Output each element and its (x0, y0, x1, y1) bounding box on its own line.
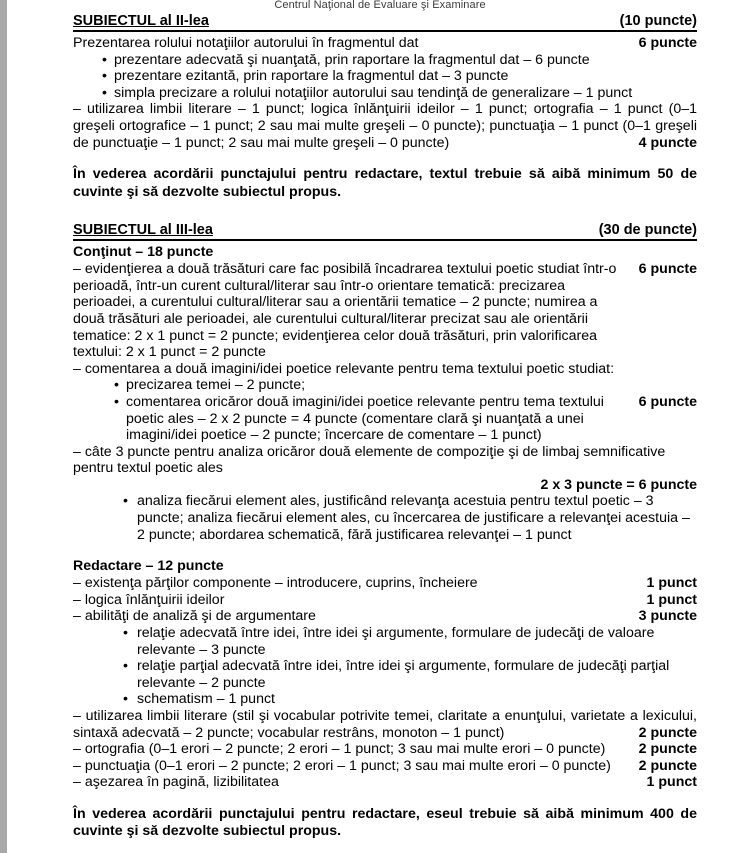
subject-two-total-points: (10 puncte) (619, 13, 697, 29)
scan-edge-left (0, 0, 7, 853)
content-item-1-points: 6 puncte (638, 261, 697, 278)
content-item-1-row (73, 261, 697, 361)
subject-three-heading (73, 222, 697, 241)
final-row (73, 774, 697, 791)
subject-two-redaction-row-3 (73, 135, 697, 152)
final-row-text: – aşezarea în pagină, lizibilitatea (73, 774, 279, 791)
subject-three-total-points: (30 de puncte) (598, 222, 697, 239)
argument-bullets (73, 625, 697, 708)
document-content (7, 13, 753, 841)
list-item: • prezentare ezitantă, prin raportare la fragmentul dat – 3 puncte (73, 68, 697, 85)
subject-two-note (73, 166, 697, 201)
language-line-2: sintaxă adecvată – 2 puncte; vocabular restrâns, monoton – 1 punct) (73, 724, 505, 741)
final-row-text: – ortografia (0–1 erori – 2 puncte; 2 erori – 1 punct; 3 sau mai multe erori – 0 puncte) (73, 741, 606, 758)
redaction-row (73, 575, 697, 592)
subject-two-task: Prezentarea rolului notaţiilor autorului în fragmentul dat (73, 35, 419, 51)
redaction-row (73, 608, 697, 625)
final-row (73, 758, 697, 775)
list-item: • simpla precizare a rolului notaţiilor autorului sau tendinţă de generalizare – 1 punct (73, 85, 697, 102)
language-points: 2 puncte (638, 724, 697, 741)
redaction-row-points: 1 punct (646, 591, 697, 608)
content-item-2-bullets (73, 377, 697, 443)
redaction-row-points: 3 puncte (638, 608, 697, 625)
content-section-heading: Conţinut – 18 puncte (73, 244, 214, 261)
redaction-row-text: – abilităţi de analiză şi de argumentare (73, 608, 316, 625)
content-item-3-bullets (73, 493, 697, 543)
list-item: • analiza fiecărui element ales, justificând relevanţa acestuia pentru textul poetic – 3 puncte; analiza fiecărui element ales, cu încercarea de justificare a relevanţei acestuia – 2 puncte; abordarea schematică, fără justificarea relevanţei – 1 punct (73, 493, 697, 543)
language-line-1: – utilizarea limbii literare (stil şi vocabular potrivite temei, claritate a enunţului, varietate a lexicului, (73, 708, 697, 724)
content-item-3-points: 2 x 3 puncte = 6 puncte (540, 476, 697, 493)
subject-three-title: SUBIECTUL al III-lea (73, 222, 213, 239)
redaction-row-points: 1 punct (646, 575, 697, 592)
subject-two-note-line-2: cuvinte şi să dezvolte subiectul propus. (73, 183, 342, 200)
list-item: • prezentare adecvată şi nuanţată, prin raportare la fragmentul dat – 6 puncte (73, 52, 697, 69)
subject-three-note-line-2: cuvinte şi să dezvolte subiectul propus. (73, 823, 342, 840)
list-item: • relaţie parţial adecvată între idei, între idei şi argumente, formulare de judecăţi parţial relevante – 2 puncte (73, 658, 697, 691)
document-page (7, 0, 753, 853)
list-item (73, 394, 697, 444)
subject-two-task-points: 6 puncte (638, 35, 697, 51)
content-item-2-points: 6 puncte (638, 393, 697, 410)
content-item-3-row (73, 444, 697, 477)
list-item: • schematism – 1 punct (73, 691, 697, 708)
content-item-1-text: – evidenţierea a două trăsături care fac posibilă încadrarea textului poetic studiat într-o perioadă, într-un curent cultural/literar sau într-o orientare tematică: precizarea perioadei, a curentului cultural/literar sau a orientării tematice – 2 puncte; numirea a două trăsături ale perioadei, ale curentului cultural/literar precizat sau ale orientării tematice: 2 x 1 punct = 2 puncte; evidenţierea celor două trăsături, prin valorificarea textului: 2 x 1 punct = 2 puncte (73, 261, 617, 361)
language-row-2 (73, 725, 697, 742)
subject-two-criteria-list (73, 52, 697, 102)
final-row (73, 741, 697, 758)
list-item: • precizarea temei – 2 puncte; (73, 377, 697, 394)
content-item-3-text: – câte 3 puncte pentru analiza oricăror două elemente de compoziţie şi de limbaj semnificative pentru textul poetic ales (73, 443, 666, 477)
list-item-text: • comentarea oricăror două imagini/idei poetice relevante pentru tema textului poetic ales – 2 x 2 puncte = 4 puncte (comentare clară şi nuanţată a unei imagini/idei poetice – 2 puncte; încercare de comentare – 1 punct) (126, 393, 604, 444)
subject-two-title: SUBIECTUL al II-lea (73, 13, 209, 29)
final-row-points: 1 punct (646, 774, 697, 791)
redaction-row-text: – existenţa părţilor componente – introducere, cuprins, încheiere (73, 575, 478, 592)
final-row-points: 2 puncte (638, 741, 697, 758)
subject-two-redaction-points: 4 puncte (638, 134, 697, 151)
redaction-row-text: – logica înlănţuirii ideilor (73, 591, 225, 608)
list-item: • relaţie adecvată între idei, între idei şi argumente, formulare de judecăţi de valoare relevante – 3 puncte (73, 625, 697, 658)
subject-two-redaction-line-1: – utilizarea limbii literare – 1 punct; logica înlănţuirii ideilor – 1 punct; ortografia – 1 punct (0–1 (73, 101, 697, 118)
subject-two-redaction-line-2: greşeli ortografice – 1 punct; 2 sau mai multe greşeli – 0 puncte); punctuaţia – 1 punct (0–1 greşeli (73, 117, 697, 134)
subject-two-task-row (73, 35, 697, 52)
subject-three-note-line-1: În vederea acordării punctajului pentru redactare, eseul trebuie să aibă minimum 400 de (73, 805, 697, 822)
page-header: Centrul Naţional de Evaluare şi Examinare (274, 0, 486, 11)
subject-two-redaction-line-3: de punctuaţie – 1 punct; 2 sau mai multe greşeli – 0 puncte) (73, 134, 450, 151)
redaction-row (73, 592, 697, 609)
subject-two-heading (73, 13, 697, 32)
content-item-2-text: – comentarea a două imagini/idei poetice relevante pentru tema textului poetic studiat: (73, 360, 615, 377)
final-row-points: 2 puncte (638, 757, 697, 774)
redaction-section-heading: Redactare – 12 puncte (73, 558, 224, 575)
subject-three-note (73, 806, 697, 841)
subject-two-note-line-1: În vederea acordării punctajului pentru redactare, textul trebuie să aibă minimum 50 de (73, 166, 697, 183)
final-row-text: – punctuaţia (0–1 erori – 2 puncte; 2 erori – 1 punct; 3 sau mai multe erori – 0 puncte) (73, 757, 611, 774)
